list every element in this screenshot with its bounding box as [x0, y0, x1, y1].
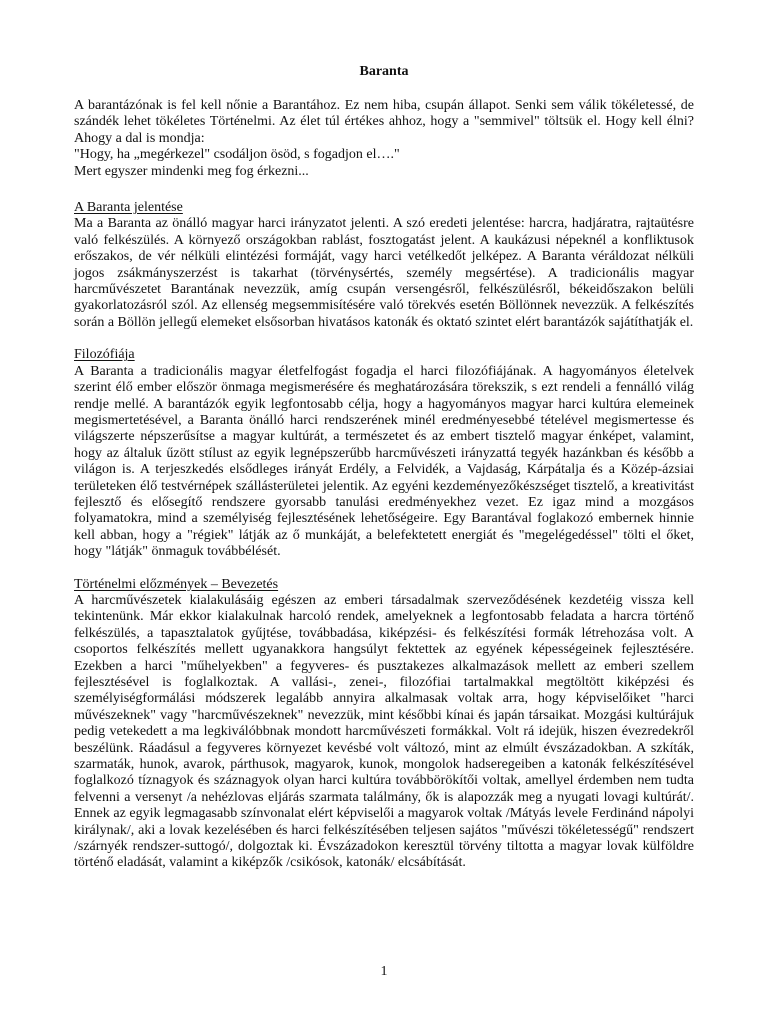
intro-quote: "Hogy, ha „megérkezel" csodáljon ösöd, s fogadjon el…." — [74, 147, 400, 163]
section-body: A Baranta a tradicionális magyar életfelfogást fogadja el harci filozófiájának. A hagyományos életelvek szerint élő ember először önmaga megismerésére és meghatározására törekszik, s ezt rendeli a fennálló világ rendje mellé. A barantázók egyik legfontosabb célja, hogy a hagyományos magyar harci kultúra elemeinek megismertetésével, a Baranta önálló harci rendszerének minél eredményesebbé tételével megismertesse és világszerte népszerűsítse a magyar kultúrát, a természetet és az embert tisztelő magyar énképet, valamint, hogy az általuk űzött stílust az egyik legnépszerűbb harcművészeti irányzattá tegyék hazánkban és később a világon is. A terjeszkedés elsődleges irányát Erdély, a Felvidék, a Vajdaság, Kárpátalja és a Közép-ázsiai területeken élő testvérnépek szállásterületei jelentik. Az egyéni kezdeményezőkészséget tisztelő, a kreativitást fejlesztő és elősegítő rendszere gyorsabb tanulási eredményekhez vezet. Ez igaz mind a mozgásos folyamatokra, mind a személyiség fejlesztésének lehetőségeire. Egy Barantával foglakozó embernek hinnie kell abban, hogy a "régiek" látják az ő munkáját, a belefektetett energiát és "megelégedéssel" tölti el őket, hogy "látják" önmaguk továbbélését. — [74, 363, 694, 560]
section-body: Ma a Baranta az önálló magyar harci irányzatot jelenti. A szó eredeti jelentése: harcra, hadjáratra, rajtaütésre való felkészülés. A környező országokban rablást, fosztogatást jelent. A kaukázusi népeknél a konfliktusok erőszakos, de vér nélküli elintézési formáját, vagy harci vetélkedőt jelképez. A Baranta véráldozat nélküli jogos zsákmányszerzést is takarhat (törvénysértés, személy megsértése). A tradicionális magyar harcművészetet Barantának nevezzük, amíg csupán versengésről, felkészülésről, békeidőszakon belüli gyakorlatozásról szól. Az ellenség megsemmisítésére való törekvés esetén Böllönnek nevezzük. A felkészítés során a Böllön jellegű elemeket elsősorban hivatásos katonák és oktató szintet elért barantázók sajátíthatják el. — [74, 216, 694, 330]
section-meaning — [74, 200, 694, 331]
intro-closing: Mert egyszer mindenki meg fog érkezni... — [74, 163, 309, 179]
document-title: Baranta — [359, 64, 409, 79]
section-heading: Filozófiája — [74, 347, 135, 363]
section-philosophy — [74, 347, 694, 560]
intro-section — [74, 98, 694, 180]
section-body: A harcművészetek kialakulásáig egészen az emberi társadalmak szerveződésének kezdetéig vissza kell tekintenünk. Már ekkor kialakulnak harcoló rendek, amelyeknek a legfontosabb feladata a harcra történő felkészülés, a tapasztalatok gyűjtése, továbbadása, kiképzési- és felkészítési formák létrehozása volt. A csoportos felkészítés mellett ugyanakkora hangsúlyt fektettek az egyének képességeinek fejlesztésére. Ezekben a harci "műhelyekben" a fegyveres- és pusztakezes alkalmazások mellett az emberi szellem fejlesztésével is foglalkoztak. A vallási-, zenei-, filozófiai tartalmakkal megtöltött kiképzési és személyiségformálási módszerek legalább annyira alkalmasak voltak arra, hogy képviselőiket "harci művészeknek" vagy "harcművészeknek" nevezzük, mint későbbi kínai és japán társaikat. Mozgási kultúrájuk pedig vetekedett a ma legkiválóbbnak mondott harcművészeti formákkal. Volt rá idejük, hiszen évezredekről beszélünk. Ráadásul a fegyveres környezet kevésbé volt változó, mint az elmúlt évszázadokban. A szkíták, szarmaták, hunok, avarok, párthusok, magyarok, kunok, mongolok hadseregeiben a katonák felkészítésével foglalkozó tíznagyok és száznagyok olyan harci kultúra továbbörökítői voltak, amellyel érdemben nem tudta felvenni a versenyt /a nehézlovas eljárás szarmata találmány, ők is alapozzák meg a nyugati lovagi kultúrát/. Ennek az egyik legmagasabb színvonalat elért képviselői a magyarok voltak /Mátyás levele Ferdinánd nápolyi királynak/, aki a lovak kezelésében és harci felkészítésében teljesen sajátos "művészi tökéletességű" rendszert /szárnyék rendszer-suttogó/, dolgoztak ki. Évszázadokon keresztül törvény tiltotta a magyar lovak külföldre történő eladását, valamint a kiképzők /csikósok, katonák/ elcsábítását. — [74, 592, 694, 871]
intro-paragraph: A barantázónak is fel kell nőnie a Barantához. Ez nem hiba, csupán állapot. Senki sem válik tökéletessé, de szándék lehet tökéletes Történelmi. Az élet túl értékes ahhoz, hogy a "semmivel" töltsük el. Hogy kell élni? Ahogy a dal is mondja: — [74, 98, 694, 146]
section-heading: A Baranta jelentése — [74, 200, 183, 216]
document-page — [74, 64, 694, 888]
page-number: 1 — [380, 964, 388, 979]
section-heading: Történelmi előzmények – Bevezetés — [74, 576, 279, 592]
section-history — [74, 577, 694, 872]
